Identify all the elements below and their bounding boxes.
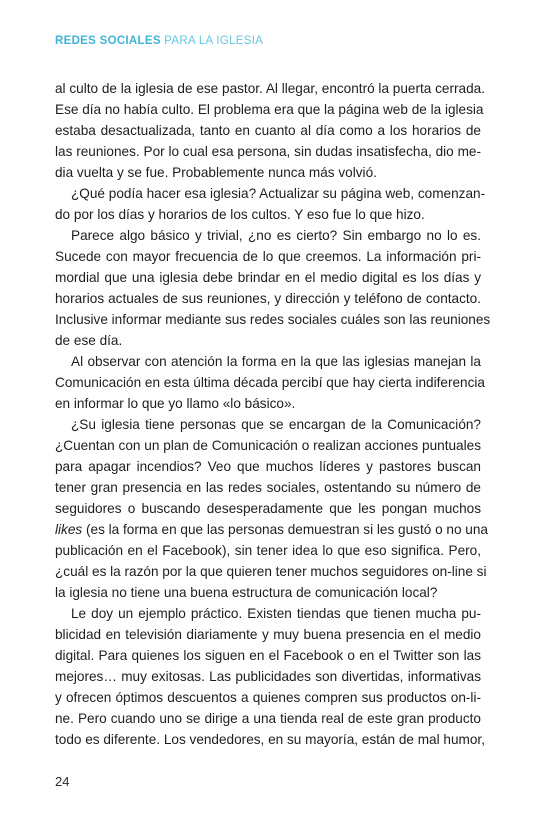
text-line: Comunicación en esta última década percibí que hay cierta indiferencia (55, 375, 485, 390)
text-line: y ofrecen óptimos descuentos a quienes compren sus productos on-li- (55, 690, 481, 705)
text-line: ¿Cuentan con un plan de Comunicación o realizan acciones puntuales (55, 438, 481, 453)
text-line: al culto de la iglesia de ese pastor. Al llegar, encontró la puerta cerrada. (55, 81, 485, 96)
text-line: para apagar incendios? Veo que muchos líderes y pastores buscan (55, 459, 481, 474)
text-line: digital. Para quienes los siguen en el Facebook o en el Twitter son las (55, 648, 481, 663)
text-line: ¿Qué podía hacer esa iglesia? Actualizar su página web, comenzan- (71, 186, 486, 201)
running-header-bold: REDES SOCIALES (55, 35, 161, 47)
text-line: publicación en el Facebook), sin tener idea lo que eso significa. Pero, (55, 543, 481, 558)
italic-word: likes (55, 522, 83, 537)
text-line: Al observar con atención la forma en la que las iglesias manejan la (71, 354, 481, 369)
running-header-light: PARA LA IGLESIA (160, 35, 264, 47)
text-line: do por los días y horarios de los cultos. Y eso fue lo que hizo. (55, 207, 425, 222)
body-text (55, 78, 491, 750)
text-line (55, 519, 488, 540)
text-line: tener gran presencia en las redes sociales, ostentando su número de (55, 480, 481, 495)
page-number: 24 (55, 774, 70, 789)
text-line: ¿Su iglesia tiene personas que se encargan de la Comunicación? (71, 417, 481, 432)
text-line: Parece algo básico y trivial, ¿no es cierto? Sin embargo no lo es. (71, 228, 481, 243)
text-line: mordial que una iglesia debe brindar en el medio digital es los días y (55, 270, 481, 285)
text-line: todo es diferente. Los vendedores, en su mayoría, están de mal humor, (55, 732, 485, 747)
text-line: seguidores o buscando desesperadamente que les pongan muchos (55, 501, 481, 516)
text-line: ne. Pero cuando uno se dirige a una tienda real de este gran producto (55, 711, 481, 726)
running-header (55, 35, 263, 47)
text-line: dia vuelta y se fue. Probablemente nunca más volvió. (55, 165, 377, 180)
text-line: Le doy un ejemplo práctico. Existen tiendas que tienen mucha pu- (71, 606, 481, 621)
text-line: Ese día no había culto. El problema era que la página web de la iglesia (55, 102, 484, 117)
text-line: las reuniones. Por lo cual esa persona, sin dudas insatisfecha, dio me- (55, 144, 481, 159)
text-line: Sucede con mayor frecuencia de lo que creemos. La información pri- (55, 249, 481, 264)
text-line: blicidad en televisión diariamente y muy buena presencia en el medio (55, 627, 481, 642)
text-line: ¿cuál es la razón por la que quieren tener muchos seguidores on-line si (55, 564, 487, 579)
text-line: la iglesia no tiene una buena estructura de comunicación local? (55, 585, 438, 600)
text-line: horarios actuales de sus reuniones, y dirección y teléfono de contacto. (55, 291, 481, 306)
text-line: Inclusive informar mediante sus redes sociales cuáles son las reuniones (55, 312, 491, 327)
text-line: de ese día. (55, 333, 123, 348)
text-line: mejores… muy exitosas. Las publicidades son divertidas, informativas (55, 669, 481, 684)
line-text: (es la forma en que las personas demuestran si les gustó o no una (82, 522, 488, 537)
text-line: estaba desactualizada, tanto en cuanto al día como a los horarios de (55, 123, 481, 138)
text-line: en informar lo que yo llamo «lo básico». (55, 396, 296, 411)
